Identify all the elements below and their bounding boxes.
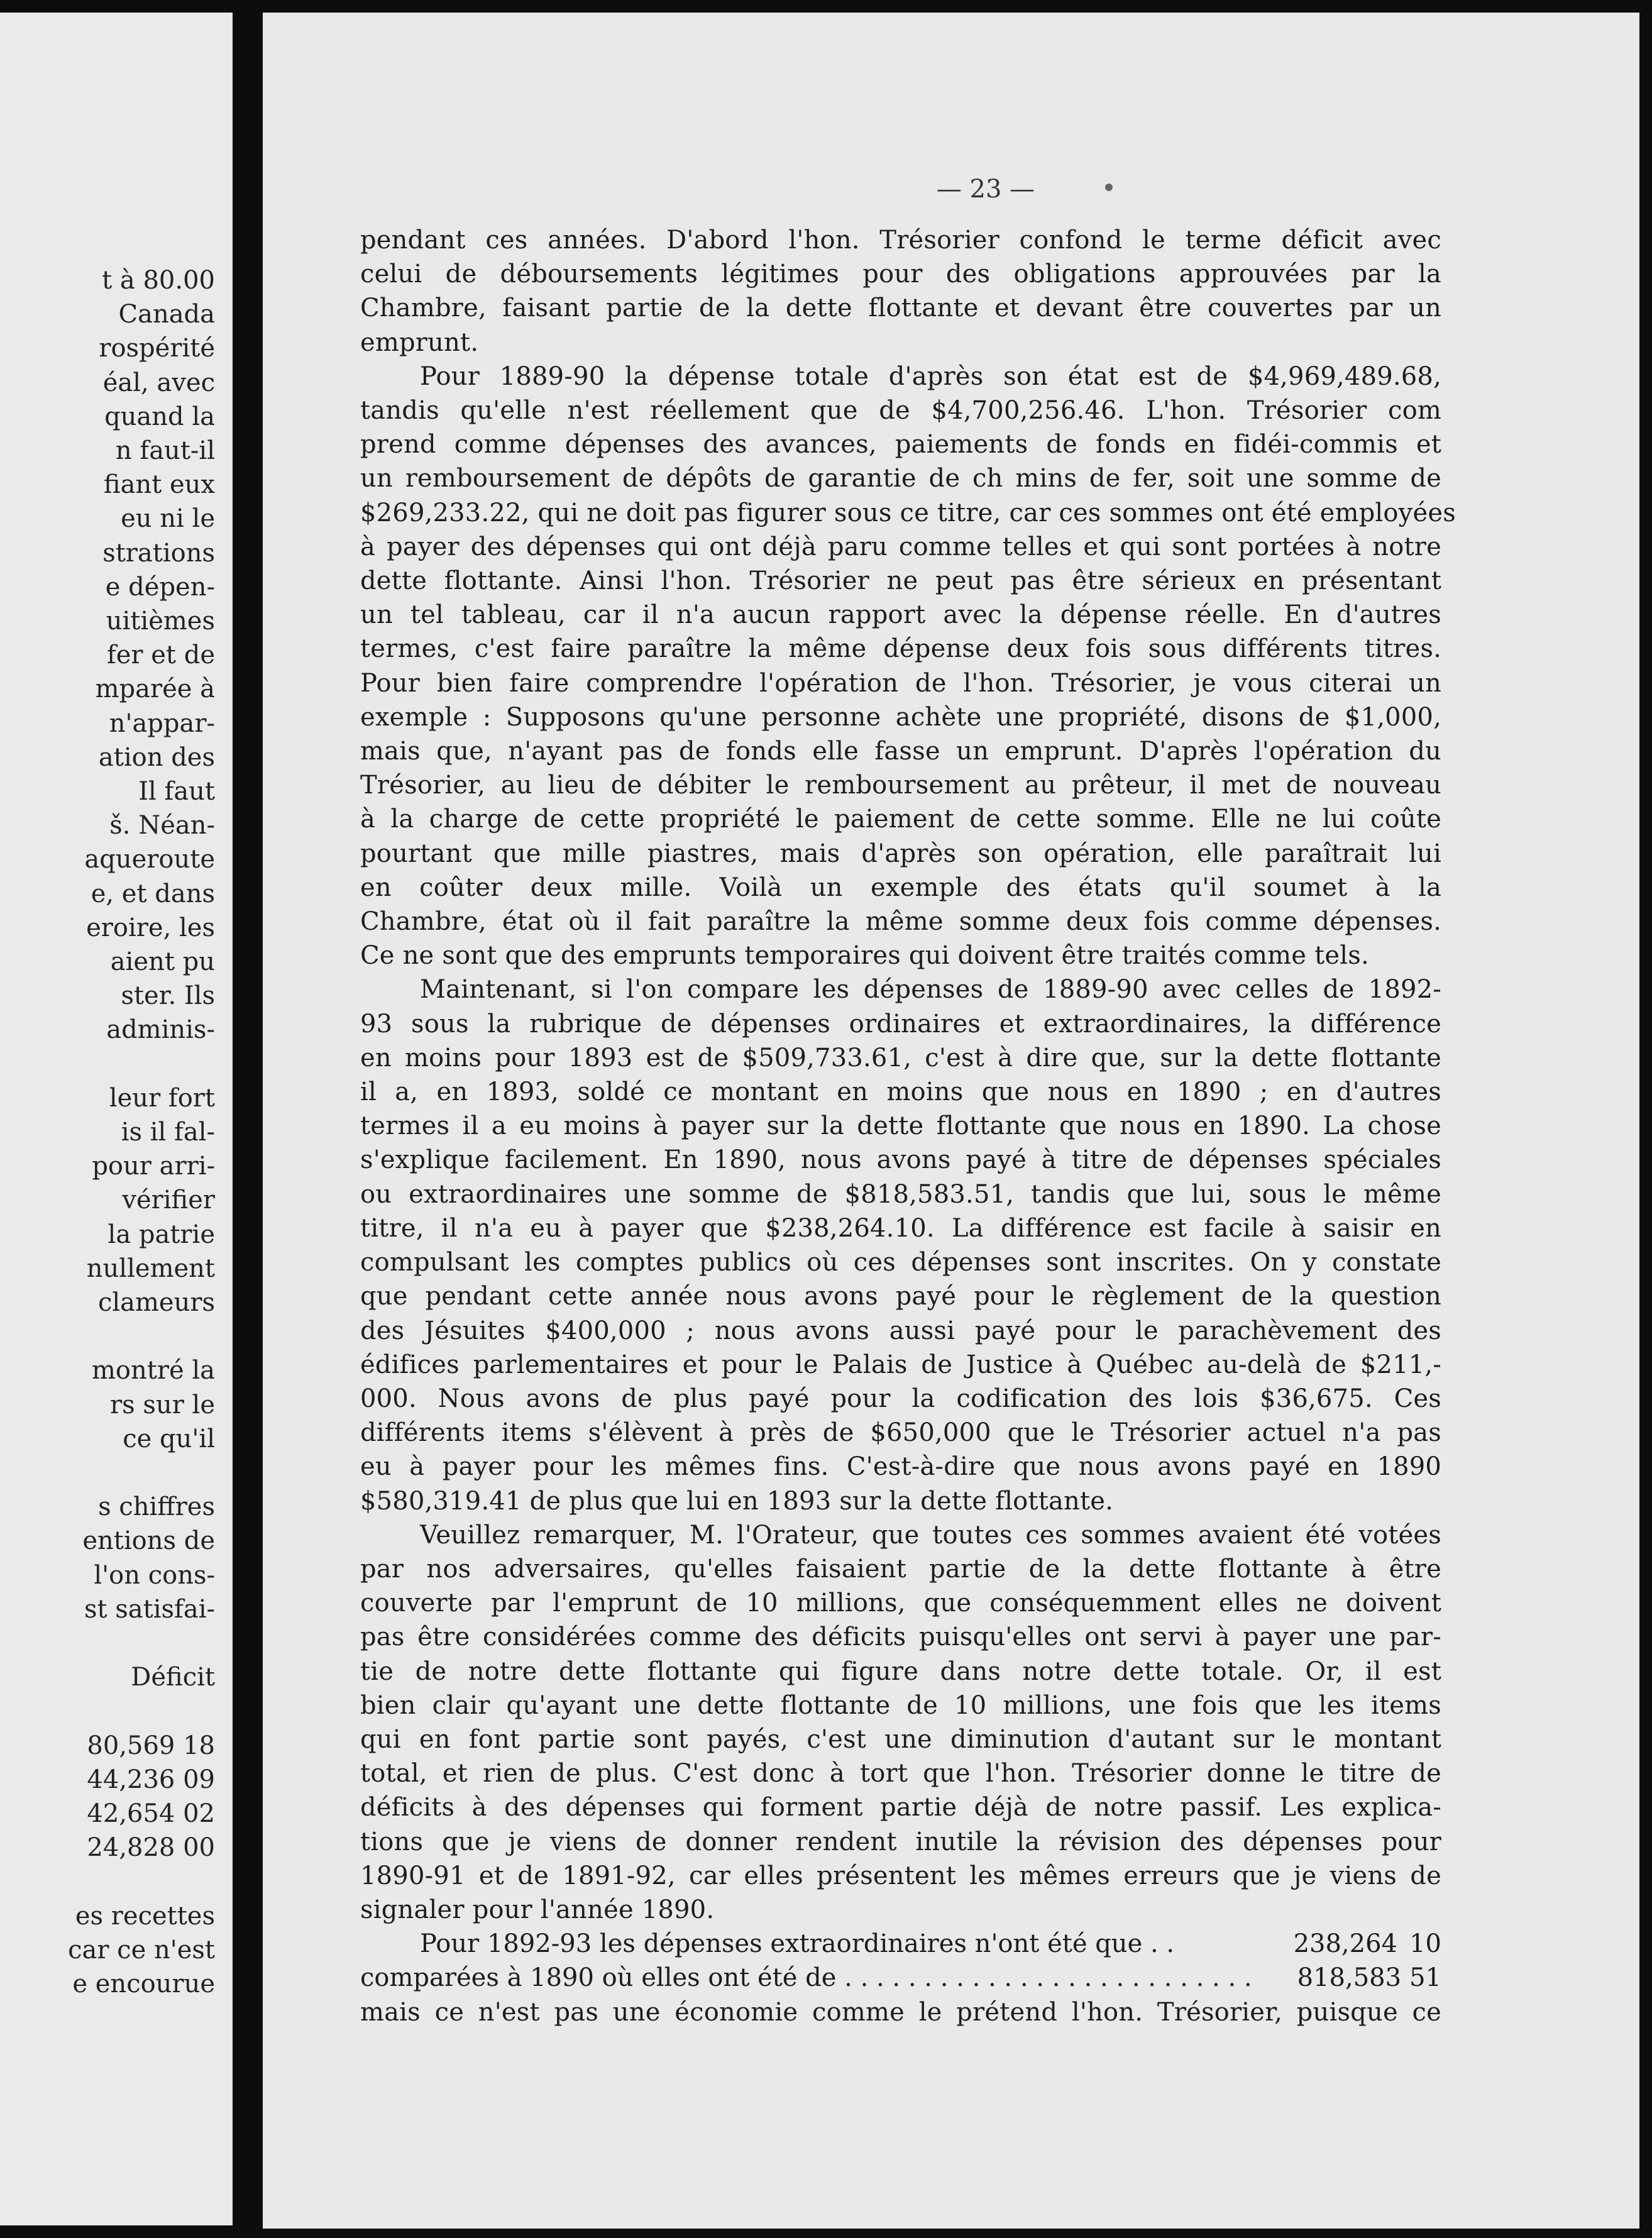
left-page-line: is il fal-: [121, 1118, 215, 1147]
left-page-line: ce qu'il: [123, 1424, 215, 1453]
comparison-amount: 238,264: [1293, 1929, 1397, 1959]
left-page-line: st satisfai-: [84, 1594, 215, 1624]
left-page-line: fiant eux: [103, 470, 215, 500]
left-page-line: es recettes: [75, 1901, 215, 1931]
text-line: Veuillez remarquer, M. l'Orateur, que toutes ces sommes avaient été votées: [420, 1520, 1441, 1550]
document-page: [263, 13, 1639, 2229]
comparison-amount: 818,583: [1297, 1963, 1402, 1993]
text-line: signaler pour l'année 1890.: [360, 1895, 715, 1924]
left-page-line: éal, avec: [102, 368, 215, 397]
left-page-fragment: [0, 13, 233, 2225]
text-line: en coûter deux mille. Voilà un exemple des états qu'il soumet à la: [360, 873, 1441, 902]
text-line: Maintenant, si l'on compare les dépenses de 1889-90 avec celles de 1892-: [420, 975, 1441, 1005]
text-line: 000. Nous avons de plus payé pour la codification des lois $36,675. Ces: [360, 1384, 1441, 1413]
left-page-line: aient pu: [110, 947, 215, 976]
text-line: édifices parlementaires et pour le Palais de Justice à Québec au-delà de $211,-: [360, 1350, 1441, 1379]
text-line: par nos adversaires, qu'elles faisaient partie de la dette flottante à être: [360, 1554, 1441, 1584]
text-line: Trésorier, au lieu de débiter le remboursement au prêteur, il met de nouveau: [360, 771, 1441, 800]
text-line: exemple : Supposons qu'une personne achète une propriété, disons de $1,000,: [360, 702, 1441, 732]
left-page-line: l'on cons-: [94, 1560, 215, 1590]
left-page-line: e, et dans: [91, 879, 215, 908]
left-page-line: s chiffres: [98, 1492, 215, 1522]
text-line: à payer des dépenses qui ont déjà paru comme telles et qui sont portées à notre: [360, 532, 1441, 561]
text-line: s'explique facilement. En 1890, nous avons payé à titre de dépenses spéciales: [360, 1145, 1441, 1175]
text-line: titre, il n'a eu à payer que $238,264.10. La différence est facile à saisir en: [360, 1213, 1441, 1243]
text-line: Pour 1889-90 la dépense totale d'après son état est de $4,969,489.68,: [420, 361, 1441, 391]
text-line: termes, c'est faire paraître la même dépense deux fois sous différents titres.: [360, 634, 1441, 664]
text-line: termes il a eu moins à payer sur la dette flottante que nous en 1890. La chose: [360, 1111, 1441, 1141]
text-line: Chambre, faisant partie de la dette flottante et devant être couvertes par un: [360, 294, 1441, 323]
text-line: qui en font partie sont payés, c'est une diminution d'autant sur le montant: [360, 1724, 1441, 1754]
comparison-cents: 51: [1409, 1963, 1441, 1993]
left-page-line: n'appar-: [109, 708, 215, 738]
text-line: tions que je viens de donner rendent inutile la révision des dépenses pour: [360, 1827, 1441, 1856]
left-page-line: 44,236 09: [87, 1765, 215, 1794]
text-line: tandis qu'elle n'est réellement que de $4,700,256.46. L'hon. Trésorier com: [360, 396, 1441, 426]
text-line: Ce ne sont que des emprunts temporaires qui doivent être traités comme tels.: [360, 941, 1369, 971]
text-line: dette flottante. Ainsi l'hon. Trésorier ne peut pas être sérieux en présentant: [360, 566, 1441, 596]
text-line: compulsant les comptes publics où ces dépenses sont inscrites. On y constate: [360, 1248, 1441, 1277]
text-line: 1890-91 et de 1891-92, car elles présentent les mêmes erreurs que je viens de: [360, 1861, 1441, 1890]
comparison-label: Pour 1892-93 les dépenses extraordinaires n'ont été que . .: [420, 1929, 1175, 1959]
comparison-cents: 10: [1409, 1929, 1441, 1959]
left-page-line: clameurs: [97, 1288, 215, 1317]
text-line: pendant ces années. D'abord l'hon. Trésorier confond le terme déficit avec: [360, 226, 1441, 255]
left-page-line: aqueroute: [84, 845, 215, 874]
left-page-line: 42,654 02: [87, 1799, 215, 1828]
left-page-line: rospérité: [99, 334, 215, 363]
left-page-line: leur fort: [109, 1083, 215, 1113]
left-page-line: e dépen-: [105, 572, 215, 602]
left-page-line: e encourue: [72, 1970, 215, 1998]
page-number: — 23 —: [936, 175, 1035, 204]
text-line: différents items s'élèvent à près de $650,000 que le Trésorier actuel n'a pas: [360, 1418, 1441, 1448]
left-page-line: Canada: [118, 300, 215, 329]
text-line: des Jésuites $400,000 ; nous avons aussi payé pour le parachèvement des: [360, 1316, 1441, 1345]
text-line: tie de notre dette flottante qui figure dans notre dette totale. Or, il est: [360, 1656, 1441, 1686]
text-line: pourtant que mille piastres, mais d'après son opération, elle paraîtrait lui: [360, 839, 1441, 868]
left-page-line: eroire, les: [86, 913, 215, 942]
paragraph: [360, 360, 1456, 973]
text-line: mais ce n'est pas une économie comme le prétend l'hon. Trésorier, puisque ce: [360, 1997, 1441, 2027]
left-page-line: Déficit: [131, 1663, 215, 1692]
text-line: eu à payer pour les mêmes fins. C'est-à-dire que nous avons payé en 1890: [360, 1452, 1441, 1482]
text-line: total, et rien de plus. C'est donc à tort que l'hon. Trésorier donne le titre de: [360, 1759, 1441, 1789]
text-line: mais que, n'ayant pas de fonds elle fasse un emprunt. D'après l'opération du: [360, 737, 1441, 766]
comparison-label: comparées à 1890 où elles ont été de . . . . . . . . . . . . . . . . . . . . . . . . . .: [360, 1963, 1252, 1993]
text-line: Pour bien faire comprendre l'opération de l'hon. Trésorier, je vous citerai un: [360, 668, 1441, 698]
text-line: un remboursement de dépôts de garantie de ch mins de fer, soit une somme de: [360, 464, 1441, 493]
text-line: il a, en 1893, soldé ce montant en moins que nous en 1890 ; en d'autres: [360, 1078, 1441, 1107]
left-page-line: montré la: [92, 1356, 215, 1386]
text-line: déficits à des dépenses qui forment partie déjà de notre passif. Les explica-: [360, 1793, 1441, 1822]
text-line: un tel tableau, car il n'a aucun rapport avec la dépense réelle. En d'autres: [360, 600, 1441, 630]
left-page-line: la patrie: [107, 1220, 215, 1249]
text-line: prend comme dépenses des avances, paiements de fonds en fidéi-commis et: [360, 430, 1441, 460]
left-page-line: strations: [102, 538, 215, 568]
comparison-row: [360, 1961, 1441, 1995]
left-page-line: fer et de: [106, 641, 215, 670]
left-page-line: nullement: [86, 1254, 215, 1283]
paragraph: [360, 223, 1441, 360]
left-page-line: adminis-: [106, 1015, 215, 1045]
body-text: [360, 223, 1456, 2029]
text-line: 93 sous la rubrique de dépenses ordinaires et extraordinaires, la différence: [360, 1009, 1441, 1039]
text-line: couverte par l'emprunt de 10 millions, que conséquemment elles ne doivent: [360, 1589, 1441, 1618]
text-line: à la charge de cette propriété le paiement de cette somme. Elle ne lui coûte: [360, 805, 1441, 834]
left-page-line: ation des: [98, 742, 215, 772]
comparison-row: [360, 1927, 1441, 1961]
left-page-line: ster. Ils: [121, 981, 215, 1011]
left-page-line: uitièmes: [106, 607, 215, 636]
text-line: bien clair qu'ayant une dette flottante de 10 millions, une fois que les items: [360, 1690, 1441, 1720]
text-line: $269,233.22, qui ne doit pas figurer sous ce titre, car ces sommes ont été employées: [360, 498, 1456, 527]
left-page-line: pour arri-: [92, 1152, 215, 1181]
left-page-line: Il faut: [138, 777, 215, 806]
paragraph: [360, 973, 1441, 1518]
left-page-line: rs sur le: [110, 1390, 215, 1419]
left-page-line: quand la: [104, 402, 215, 431]
text-line: emprunt.: [360, 328, 479, 357]
ink-spot: [1105, 184, 1113, 191]
text-line: en moins pour 1893 est de $509,733.61, c'est à dire que, sur la dette flottante: [360, 1043, 1441, 1072]
left-page-line: vérifier: [122, 1186, 215, 1215]
text-line: que pendant cette année nous avons payé pour le règlement de la question: [360, 1282, 1441, 1311]
left-page-line: š. Néan-: [109, 811, 215, 841]
text-line: Chambre, état où il fait paraître la même somme deux fois comme dépenses.: [360, 907, 1441, 937]
left-page-line: eu ni le: [121, 504, 215, 534]
left-page-line: t à 80.00: [102, 266, 215, 295]
text-line: ou extraordinaires une somme de $818,583.51, tandis que lui, sous le même: [360, 1179, 1441, 1209]
text-line: celui de déboursements légitimes pour des obligations approuvées par la: [360, 260, 1441, 289]
left-page-line: mparée à: [95, 675, 215, 704]
paragraph: [360, 1518, 1441, 1927]
text-line: $580,319.41 de plus que lui en 1893 sur la dette flottante.: [360, 1486, 1114, 1516]
left-page-line: entions de: [82, 1526, 215, 1556]
left-page-line: 80,569 18: [87, 1731, 215, 1760]
left-page-line: car ce n'est: [68, 1935, 215, 1965]
text-line: pas être considérées comme des déficits puisqu'elles ont servi à payer une par-: [360, 1623, 1441, 1652]
left-page-line: 24,828 00: [87, 1833, 215, 1863]
left-page-line: n faut-il: [115, 436, 215, 465]
